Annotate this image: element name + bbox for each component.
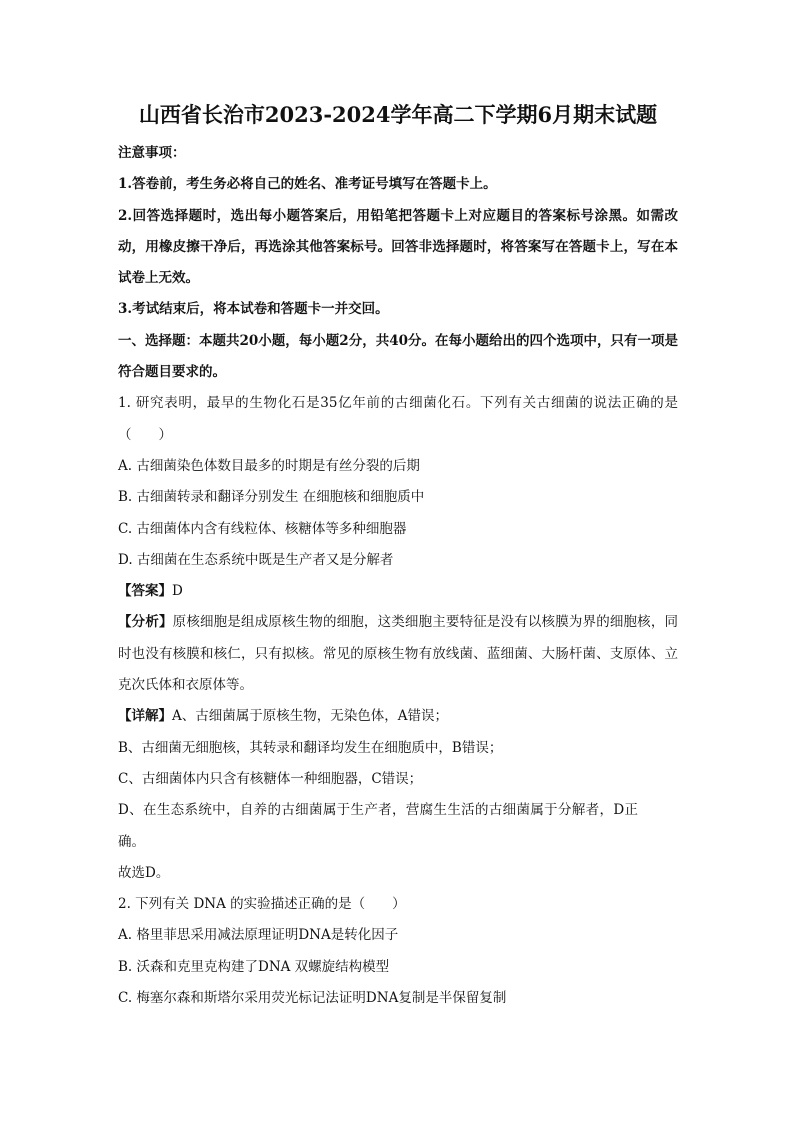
detail-line-a: A、古细菌属于原核生物，无染色体，A错误；: [172, 708, 448, 725]
question-2-option-c: C. 梅塞尔森和斯塔尔采用荧光标记法证明DNA复制是半保留复制: [118, 990, 507, 1007]
question-2-option-b: B. 沃森和克里克构建了DNA 双螺旋结构模型: [118, 958, 390, 975]
notice-item-2: 2.回答选择题时，选出每小题答案后，用铅笔把答题卡上对应题目的答案标号涂黑。如需改动，用橡皮擦干净后，再选涂其他答案标号。回答非选择题时，将答案写在答题卡上，写在本试卷上无效。: [118, 207, 678, 287]
question-1-detail-c: C、古细菌体内只含有核糖体一种细胞器，C错误；: [118, 770, 423, 787]
notice-heading: 注意事项：: [118, 145, 186, 161]
section-heading: 一、选择题：本题共20小题，每小题2分，共40分。在每小题给出的四个选项中，只有一项是符合题目要求的。: [118, 332, 678, 381]
question-1-detail-a: [118, 701, 678, 732]
question-1-detail-d: D、在生态系统中，自养的古细菌属于生产者，营腐生生活的古细菌属于分解者，D正确。: [118, 802, 638, 850]
document-page: [118, 100, 678, 1014]
document-title: 山西省长治市2023-2024学年高二下学期6月期末试题: [138, 102, 658, 127]
question-2-stem: 2. 下列有关 DNA 的实验描述正确的是（ ）: [118, 896, 406, 913]
question-1-stem: 1. 研究表明，最早的生物化石是35亿年前的古细菌化石。下列有关古细菌的说法正确的是（ ）: [118, 395, 678, 443]
analysis-text: 原核细胞是组成原核生物的细胞，这类细胞主要特征是没有以核膜为界的细胞核，同时也没有核膜和核仁，只有拟核。常见的原核生物有放线菌、蓝细菌、大肠杆菌、支原体、立克次氏体和衣原体等。: [118, 614, 679, 694]
detail-label: 【详解】: [118, 708, 172, 725]
analysis-label: 【分析】: [118, 614, 173, 631]
question-1-option-c: C. 古细菌体内含有线粒体、核糖体等多种细胞器: [118, 520, 407, 537]
answer-label: 【答案】: [118, 583, 172, 600]
answer-value: D: [172, 583, 183, 600]
question-1-answer: [118, 576, 678, 607]
question-1-analysis: [118, 607, 678, 701]
question-2-option-a: A. 格里菲思采用减法原理证明DNA是转化因子: [118, 927, 399, 944]
notice-item-3: 3.考试结束后，将本试卷和答题卡一并交回。: [118, 301, 389, 318]
question-1-option-b: B. 古细菌转录和翻译分别发生 在细胞核和细胞质中: [118, 489, 425, 506]
question-1-option-d: D. 古细菌在生态系统中既是生产者又是分解者: [118, 551, 394, 568]
question-1-option-a: A. 古细菌染色体数目最多的时期是有丝分裂的后期: [118, 457, 420, 474]
question-1-conclusion: 故选D。: [118, 864, 170, 881]
question-1-detail-b: B、古细菌无细胞核，其转录和翻译均发生在细胞质中，B错误；: [118, 739, 503, 756]
notice-item-1: 1.答卷前，考生务必将自己的姓名、准考证号填写在答题卡上。: [118, 176, 497, 193]
